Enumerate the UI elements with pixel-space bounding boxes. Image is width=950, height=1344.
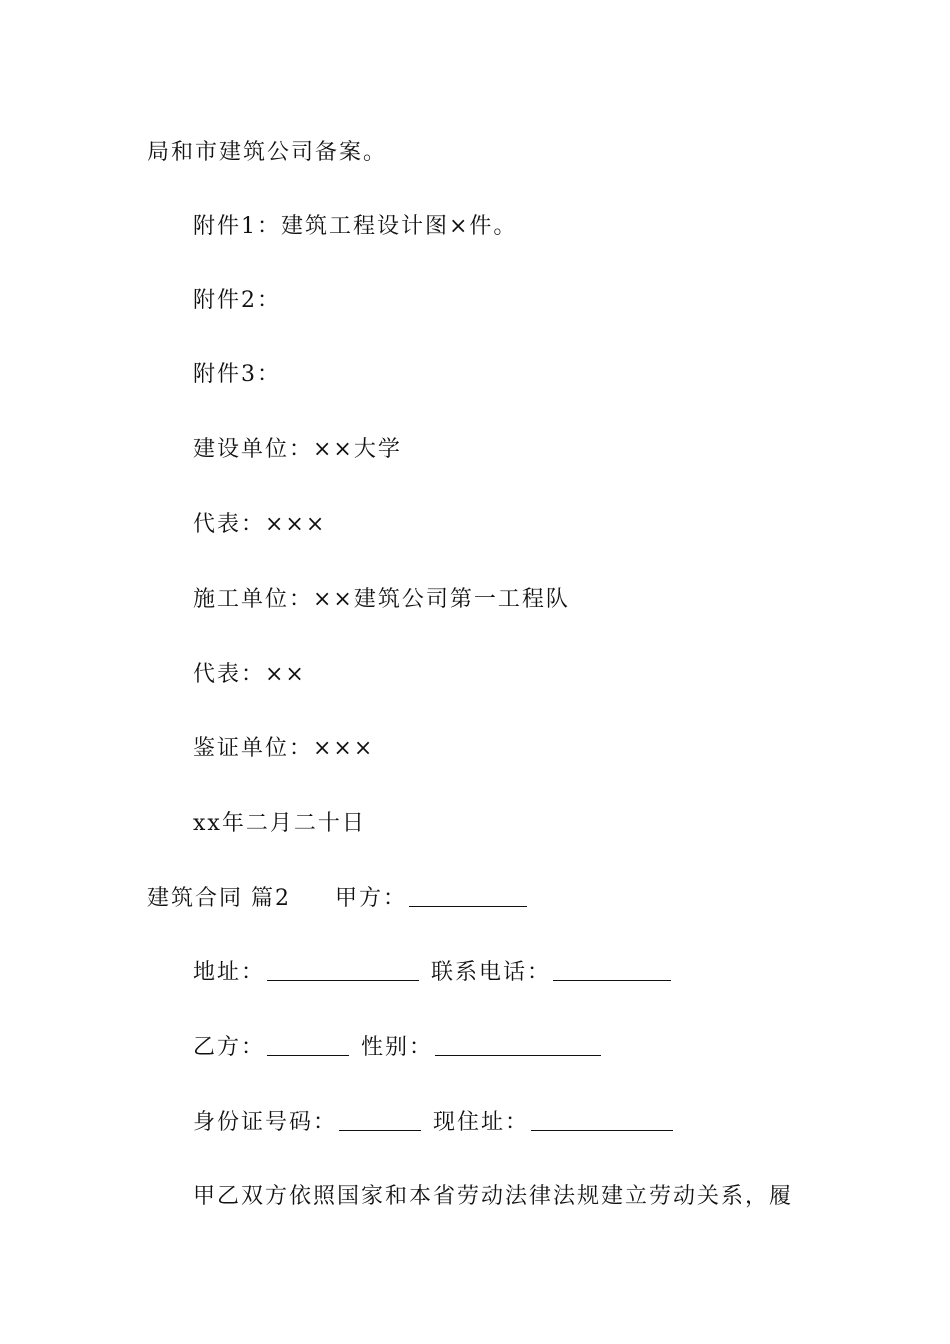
id-address-line [193, 1108, 685, 1138]
current-address-blank [531, 1110, 673, 1131]
id-blank [339, 1110, 421, 1131]
phone-blank [553, 960, 671, 981]
text-line-attachment-3: 附件3： [193, 362, 281, 387]
text-line-date: xx年二月二十日 [193, 811, 366, 836]
text-line-construction-unit: 施工单位：××建筑公司第一工程队 [193, 587, 570, 612]
text-line-verification-unit: 鉴证单位：××× [193, 736, 375, 761]
address-phone-line [193, 958, 683, 988]
address-label: 地址： [193, 960, 266, 985]
party-a-label: 甲方： [335, 886, 408, 911]
section-heading [147, 884, 539, 914]
party-b-gender-line [193, 1033, 613, 1063]
current-address-label: 现住址： [433, 1110, 530, 1135]
gender-blank [435, 1035, 601, 1056]
party-a-blank [409, 886, 527, 907]
text-line-builder-unit: 建设单位：××大学 [193, 437, 402, 462]
party-b-blank [267, 1035, 349, 1056]
text-line-attachment-2: 附件2： [193, 288, 281, 313]
address-blank [267, 960, 419, 981]
party-b-label: 乙方： [193, 1035, 266, 1060]
text-line-attachment-1: 附件1：建筑工程设计图×件。 [193, 214, 518, 239]
text-line-1: 局和市建筑公司备案。 [147, 140, 388, 165]
paragraph-line: 甲乙双方依照国家和本省劳动法律法规建立劳动关系，履 [193, 1184, 794, 1209]
section-part: 篇2 [251, 886, 292, 911]
text-line-builder-rep: 代表：××× [193, 512, 327, 537]
gender-label: 性别： [361, 1035, 434, 1060]
phone-label: 联系电话： [431, 960, 552, 985]
id-label: 身份证号码： [193, 1110, 338, 1135]
section-title: 建筑合同 [147, 886, 244, 911]
text-line-construction-rep: 代表：×× [193, 662, 306, 687]
